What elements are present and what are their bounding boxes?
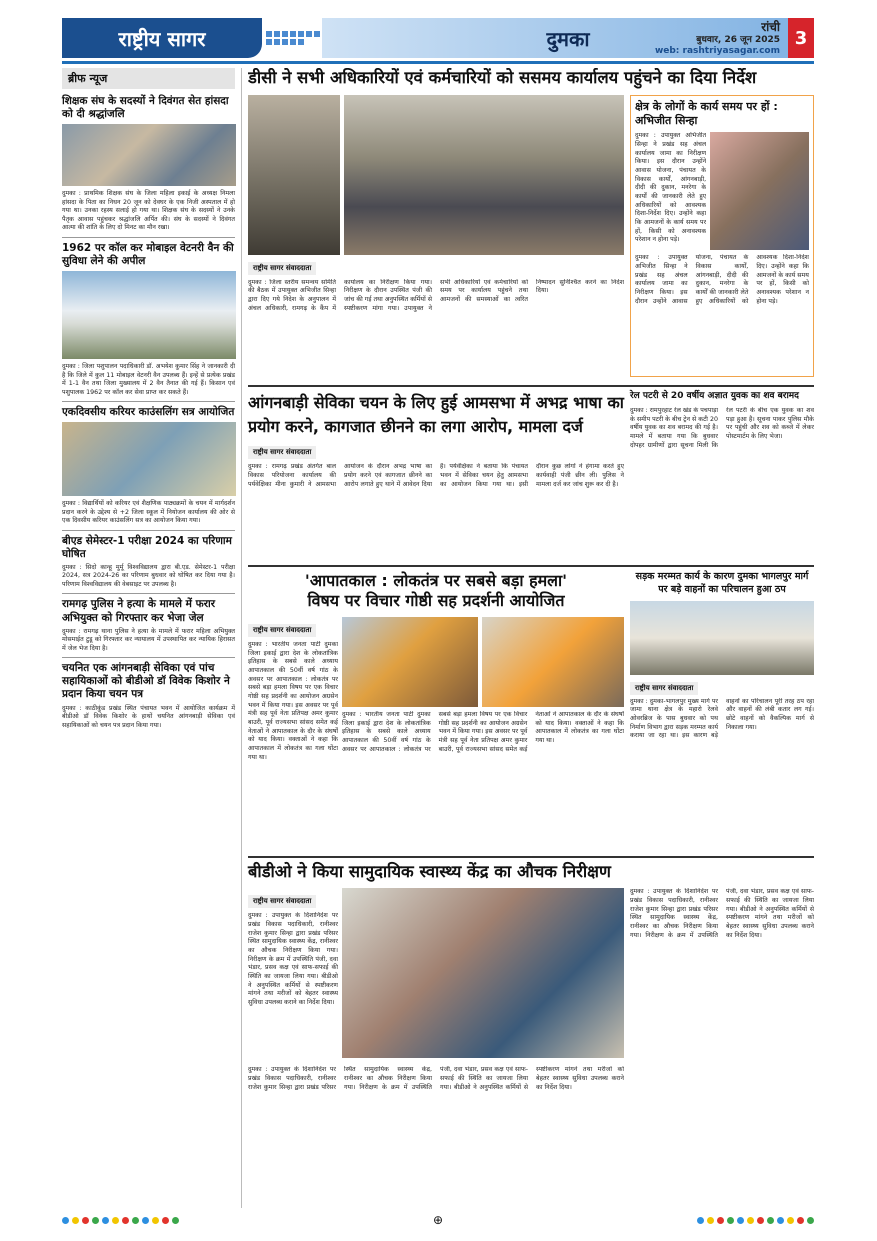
lead-body: दुमका : जिला स्तरीय समन्वय समिति की बैठक में उपायुक्त अभिजीत सिन्हा द्वारा दिए गये निदेश के अनुपालन में अंचल अधिकारी, रामगढ़ के कैंप में कार्यालय का निरीक्षण किया गया। निरीक्षण के दौरान उपस्थित पंजी की जांच की गई तथा अनुपस्थित कर्मियों से स्पष्टीकरण मांगा गया। उपायुक्त ने सभी अधिकारियों एवं कर्मचारियों को समय पर कार्यालय पहुंचने तथा आमजनों की समस्याओं का त्वरित निष्पादन सुनिश्चित करने का निर्देश दिया।	[248, 278, 624, 312]
bdo-top	[248, 888, 624, 1062]
seminar-photo-2	[482, 617, 624, 707]
lead-photos	[248, 95, 624, 255]
brief-item	[62, 95, 235, 233]
sidebox-continued	[635, 254, 809, 372]
emergency-left	[248, 617, 338, 841]
lead-headline: डीसी ने सभी अधिकारियों एवं कर्मचारियों को ससमय कार्यालय पहुंचने का दिया निर्देश	[248, 68, 757, 87]
brand-logo: राष्ट्रीय सागर	[62, 18, 262, 58]
tribute-photo	[62, 124, 236, 186]
emergency-body-continued	[342, 711, 624, 823]
brief-item	[62, 598, 235, 653]
office-photo-2	[344, 95, 624, 255]
emergency-credit: राष्ट्रीय सागर संवाददाता	[248, 624, 316, 637]
brief-body: दुमका : रामगढ़ थाना पुलिस ने हत्या के मामले में फरार महिला अभियुक्त मोसमाईत टुडू को गिरफ्तार कर न्यायालय में उपस्थापित कर न्यायिक हिरासत में जेल भेज दिया है।	[62, 627, 235, 652]
brief-body: दुमका : जिला पशुपालन पदाधिकारी डॉ. अभयेश कुमार सिंह ने जानकारी दी है कि जिले में कुल 11 मोबाइल वेटनरी वैन उपलब्ध हैं। इन्हें से प्रत्येक प्रखंड में 1-1 वैन तथा जिला मुख्यालय में 2 वैन तैनात की गई हैं। किसान एवं पशुपालक 1962 पर कॉल कर सेवा प्राप्त कर सकते हैं।	[62, 363, 235, 396]
traffic-photo	[630, 601, 814, 675]
website: web: rashtriyasagar.com	[654, 46, 780, 57]
rail-headline: रेल पटरी से 20 वर्षीय अज्ञात युवक का शव बरामद	[630, 391, 799, 402]
sidebox-body: दुमका : उपायुक्त अभिजीत सिन्हा ने प्रखंड सह अंचल कार्यालय जामा का निरीक्षण किया। इस दौरान उन्होंने आवास योजना, पंचायत के विकास कार्यों, आंगनबाड़ी, दीदी की दुकान, मनरेगा के कार्यों की जानकारी लेते हुए अधिकारियों को आवश्यक दिशा-निर्देश दिए। उन्होंने कहा कि आमजनों के कार्य समय पर हों, किसी को अनावश्यक परेशान न होना पड़े।	[635, 132, 707, 244]
brief-body: दुमका : विद्यार्थियों को करियर एवं शैक्षणिक पाठ्यक्रमों के चयन में मार्गदर्शन प्रदान करने के उद्देश्य से +2 जिला स्कूल में नियोजन कार्यालय की ओर से एक दिवसीय करियर काउंसलिंग सत्र का आयोजन किया गया।	[62, 500, 235, 525]
bdo-body-continued-text: दुमका : उपायुक्त के दिशानिर्देश पर प्रखंड विकास पदाधिकारी, रानीश्वर राजेश कुमार सिन्हा द्वारा प्रखंड परिसर स्थित सामुदायिक स्वास्थ्य केंद्र, रानीश्वर का औचक निरीक्षण किया गया। निरीक्षण के क्रम में उपस्थिति पंजी, दवा भंडार, प्रसव कक्ष एवं साफ-सफाई की स्थिति का जायजा लिया गया। बीडीओ ने अनुपस्थित कर्मियों से स्पष्टीकरण मांगने तथा मरीजों को बेहतर स्वास्थ्य सुविधा उपलब्ध कराने का निर्देश दिया।	[248, 1066, 624, 1091]
brief-title: चयनित एक आंगनबाड़ी सेविका एवं पांच सहायिकाओं को बीडीओ डॉ विवेक किशोर ने प्रदान किया चयन पत्र	[62, 662, 230, 701]
bdo-body: दुमका : उपायुक्त के दिशानिर्देश पर प्रखंड विकास पदाधिकारी, रानीश्वर राजेश कुमार सिन्हा द्वारा प्रखंड परिसर स्थित सामुदायिक स्वास्थ्य केंद्र, रानीश्वर का औचक निरीक्षण किया गया। निरीक्षण के क्रम में उपस्थिति पंजी, दवा भंडार, प्रसव कक्ष एवं साफ-सफाई की स्थिति का जायजा लिया गया। बीडीओ ने अनुपस्थित कर्मियों से स्पष्टीकरण मांगने तथा मरीजों को बेहतर स्वास्थ्य सुविधा उपलब्ध कराने का निर्देश दिया।	[248, 912, 338, 1007]
brief-header: ब्रीफ न्यूज	[62, 68, 235, 89]
bdo-story	[248, 856, 814, 1123]
emergency-row	[248, 565, 814, 848]
inspection-photo	[710, 132, 809, 250]
bdo-headline: बीडीओ ने किया सामुदायिक स्वास्थ्य केंद्र का औचक निरीक्षण	[248, 861, 611, 881]
dateline	[655, 20, 780, 58]
road-headline: सड़क मरम्मत कार्य के कारण दुमका भागलपुर मार्ग पर बड़े वाहनों का परिचालन हुआ ठप	[635, 570, 809, 595]
seminar-photo-1	[342, 617, 478, 707]
page-number: 3	[788, 18, 814, 58]
footer	[62, 1212, 814, 1228]
bdo-main	[248, 888, 624, 1122]
counselling-photo	[62, 422, 236, 496]
anganwadi-headline: आंगनबाड़ी सेविका चयन के लिए हुई आमसभा में अभद्र भाषा का प्रयोग करने, कागजात छीनने का लगा आरोप, मामला दर्ज	[248, 393, 624, 437]
brand-pattern	[262, 18, 322, 58]
main-area	[248, 68, 814, 1122]
brief-title: बीएड सेमेस्टर-1 परीक्षा 2024 का परिणाम घोषित	[62, 534, 232, 560]
brief-title: 1962 पर कॉल कर मोबाइल वेटनरी वैन की सुविधा लेने की अपील	[62, 241, 234, 267]
brief-title: एकदिवसीय करियर काउंसलिंग सत्र आयोजित	[62, 406, 235, 418]
emergency-story	[248, 567, 624, 848]
road-body: दुमका : दुमका-भागलपुर मुख्य मार्ग पर जामा थाना क्षेत्र के महारो रेलवे ओवरब्रिज के पास बुधवार को पथ निर्माण विभाग द्वारा सड़क मरम्मत कार्य कराया जा रहा था। इस कारण बड़े वाहनों का परिचालन पूरी तरह ठप रहा और वाहनों की लंबी कतार लग गई। छोटे वाहनों को वैकल्पिक मार्ग से निकाला गया।	[630, 697, 814, 740]
bdo-left	[248, 888, 338, 1062]
sidebox-headline: क्षेत्र के लोगों के कार्य समय पर हों : अभिजीत सिन्हा	[635, 99, 778, 127]
lead-story	[248, 95, 624, 378]
sidebox-continued-text: दुमका : उपायुक्त अभिजीत सिन्हा ने प्रखंड सह अंचल कार्यालय जामा का निरीक्षण किया। इस दौरान उन्होंने आवास योजना, पंचायत के विकास कार्यों, आंगनबाड़ी, दीदी की दुकान, मनरेगा के कार्यों की जानकारी लेते हुए अधिकारियों को आवश्यक दिशा-निर्देश दिए। उन्होंने कहा कि आमजनों के कार्य समय पर हों, किसी को अनावश्यक परेशान न होना पड़े।	[635, 254, 809, 305]
emergency-photos	[342, 617, 624, 707]
lead-row	[248, 95, 814, 378]
footer-dots-right	[697, 1217, 814, 1224]
anganwadi-body: दुमका : रामगढ़ प्रखंड अंतर्गत बाल विकास परियोजना कार्यालय की पर्यवेक्षिका मीना कुमारी ने आमसभा आयोजन के दौरान अभद्र भाषा का प्रयोग करने एवं कागजात छीनने का आरोप लगाते हुए थाने में आवेदन दिया है। पर्यवेक्षिका ने बताया कि पंचायत भवन में सेविका चयन हेतु आमसभा का आयोजन किया गया था। इसी दौरान कुछ लोगों ने हंगामा करते हुए कार्यवाही पंजी छीन ली। पुलिस ने मामला दर्ज कर जांच शुरू कर दी है।	[248, 463, 624, 488]
brief-item	[62, 406, 235, 526]
city: रांची	[761, 20, 780, 34]
brief-item	[62, 662, 235, 730]
bdo-side	[630, 888, 814, 1118]
section-title: दुमका	[546, 26, 590, 51]
lead-credit: राष्ट्रीय सागर संवाददाता	[248, 262, 316, 275]
rail-story	[630, 387, 814, 557]
section-band	[322, 18, 814, 58]
emergency-content	[248, 617, 624, 841]
registration-mark-icon: ⊕	[432, 1213, 444, 1227]
footer-dots-left	[62, 1217, 179, 1224]
emergency-body-continued-text: दुमका : भारतीय जनता पार्टी दुमका जिला इकाई द्वारा देश के लोकतांत्रिक इतिहास के सबसे काले अध्याय आपातकाल की 50वीं वर्ष गांठ के अवसर पर आपातकाल : लोकतंत्र पर सबसे बड़ा हमला विषय पर एक विचार गोष्ठी सह प्रदर्शनी का आयोजन अग्रसेन भवन में किया गया। इस अवसर पर पूर्व मंत्री सह पूर्व नेता प्रतिपक्ष अमर कुमार बाउरी, पूर्व राज्यसभा सांसद समेत कई नेताओं ने आपातकाल के दौर के संघर्षों को याद किया। वक्ताओं ने कहा कि आपातकाल में लोकतंत्र का गला घोंटा गया था।	[342, 710, 624, 753]
sidebox-top	[635, 132, 809, 250]
bdo-side-text: दुमका : उपायुक्त के दिशानिर्देश पर प्रखंड विकास पदाधिकारी, रानीश्वर राजेश कुमार सिन्हा द्वारा प्रखंड परिसर स्थित सामुदायिक स्वास्थ्य केंद्र, रानीश्वर का औचक निरीक्षण किया गया। निरीक्षण के क्रम में उपस्थिति पंजी, दवा भंडार, प्रसव कक्ष एवं साफ-सफाई की स्थिति का जायजा लिया गया। बीडीओ ने अनुपस्थित कर्मियों से स्पष्टीकरण मांगने तथा मरीजों को बेहतर स्वास्थ्य सुविधा उपलब्ध कराने का निर्देश दिया।	[630, 888, 814, 939]
road-story	[630, 567, 814, 848]
date: बुधवार, 26 जून 2025	[696, 35, 780, 45]
rail-body: दुमका : रामपुरहाट रेल खंड के पचपाड़ा के समीप पटरी के बीच ट्रेन से कटी 20 वर्षीय युवक का शव बरामद की गई है। मामले में बताया गया कि बुधवार दोपहर ग्रामीणों द्वारा सूचना मिली कि रेल पटरी के बीच एक युवक का शव पड़ा हुआ है। सूचना पाकर पुलिस मौके पर पहुंची और शव को कब्जे में लेकर पोस्टमार्टम के लिए भेजा।	[630, 406, 814, 449]
anganwadi-story	[248, 387, 624, 557]
brief-item	[62, 535, 235, 590]
brief-body: दुमका : सिदो कान्हू मुर्मू विश्वविद्यालय द्वारा बी.एड. सेमेस्टर-1 परीक्षा 2024, सत्र 2024-26 का परिणाम बुधवार को घोषित कर दिया गया है। परिणाम विश्वविद्यालय की वेबसाइट पर उपलब्ध है।	[62, 563, 235, 588]
health-centre-photo	[342, 888, 624, 1058]
office-photo-1	[248, 95, 340, 255]
side-box	[630, 95, 814, 378]
brief-title: शिक्षक संघ के सदस्यों ने दिवंगत सेत हांसदा को दी श्रद्धांजलि	[62, 95, 229, 121]
masthead	[62, 18, 814, 64]
brief-body: दुमका : प्राथमिक शिक्षक संघ के जिला महिला इकाई के अध्यक्ष निमला हांसदा के पिता का निधन 20 जून को देवघर के एक निजी अस्पताल में हो गया था। उनका रहस्य सलाई हो गया था। शिक्षक संघ के सदस्यों ने उनके पैतृक आवास पहुंचकर श्रद्धांजलि अर्पित की। संघ के सदस्यों ने दिवंगत आत्मा की शांति के लिए दो मिनट का मौन रखा।	[62, 190, 235, 232]
brief-news-column	[62, 68, 242, 1208]
van-photo	[62, 271, 236, 359]
brief-body: दुमका : काठीकुंड प्रखंड स्थित पंचायत भवन में आयोजित कार्यक्रम में बीडीओ डॉ विवेक किशोर के हाथों चयनित आंगनबाड़ी सेविका एवं सहायिकाओं को चयन पत्र प्रदान किया गया।	[62, 704, 235, 729]
bdo-content	[248, 888, 814, 1122]
road-credit: राष्ट्रीय सागर संवाददाता	[630, 682, 698, 695]
brief-item	[62, 242, 235, 397]
emergency-right	[342, 617, 624, 841]
bdo-body-continued	[248, 1066, 624, 1122]
emergency-headline-2: विषय पर विचार गोष्ठी सह प्रदर्शनी आयोजित	[307, 590, 565, 610]
anganwadi-credit: राष्ट्रीय सागर संवाददाता	[248, 446, 316, 459]
anganwadi-row	[248, 385, 814, 557]
brief-title: रामगढ़ पुलिस ने हत्या के मामले में फरार अभियुक्त को गिरफ्तार कर भेजा जेल	[62, 598, 216, 624]
bdo-credit: राष्ट्रीय सागर संवाददाता	[248, 895, 316, 908]
emergency-body: दुमका : भारतीय जनता पार्टी दुमका जिला इकाई द्वारा देश के लोकतांत्रिक इतिहास के सबसे काले अध्याय आपातकाल की 50वीं वर्ष गांठ के अवसर पर आपातकाल : लोकतंत्र पर सबसे बड़ा हमला विषय पर एक विचार गोष्ठी सह प्रदर्शनी का आयोजन अग्रसेन भवन में किया गया। इस अवसर पर पूर्व मंत्री सह पूर्व नेता प्रतिपक्ष अमर कुमार बाउरी, पूर्व राज्यसभा सांसद समेत कई नेताओं ने आपातकाल के दौर के संघर्षों को याद किया। वक्ताओं ने कहा कि आपातकाल में लोकतंत्र का गला घोंटा गया था।	[248, 640, 338, 761]
emergency-headline-1: 'आपातकाल : लोकतंत्र पर सबसे बड़ा हमला'	[304, 570, 568, 590]
